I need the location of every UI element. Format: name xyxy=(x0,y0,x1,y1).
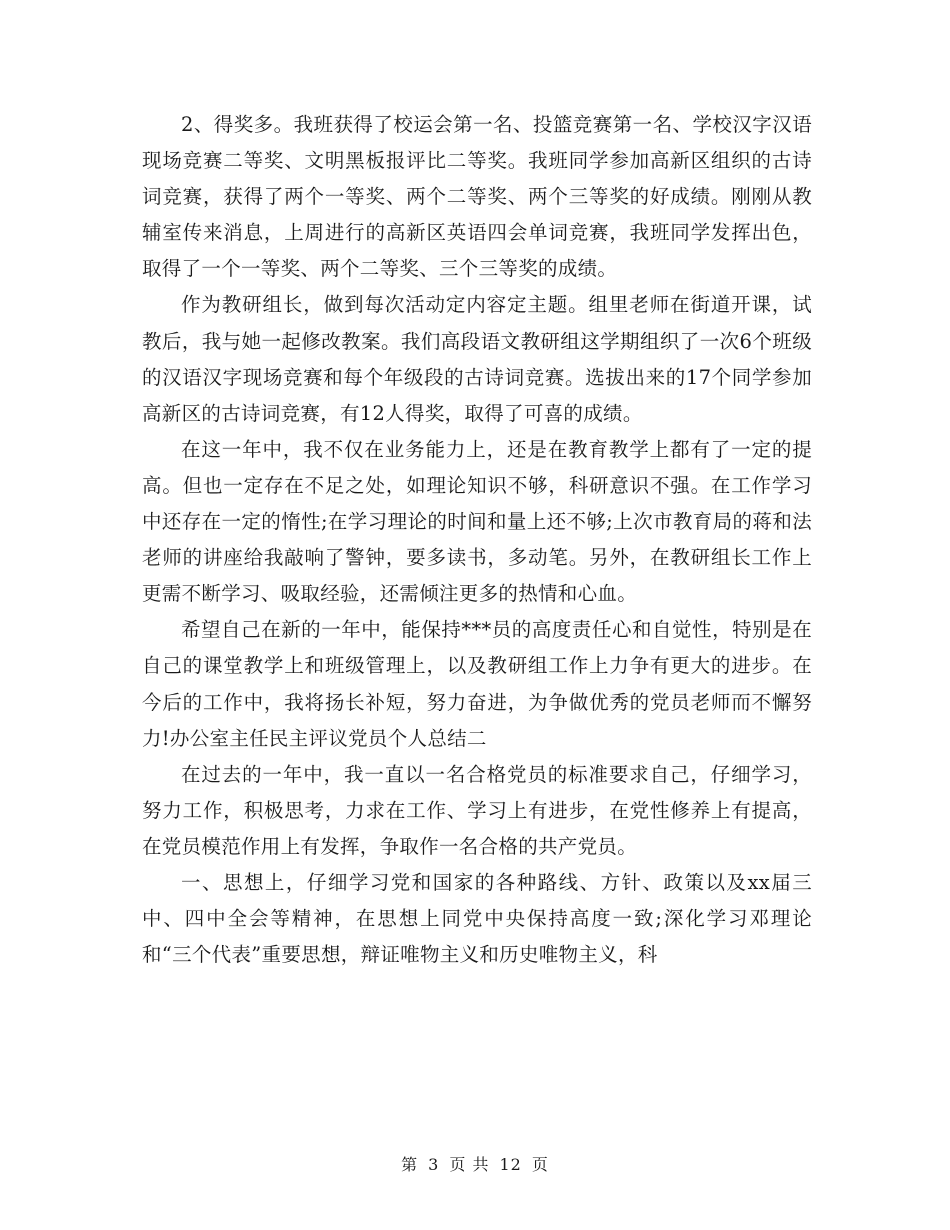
footer-suffix: 页 xyxy=(531,1155,549,1174)
footer-prefix: 第 xyxy=(401,1155,419,1174)
paragraph-hopes: 希望自己在新的一年中，能保持***员的高度责任心和自觉性，特别是在自己的课堂教学上和班级管理上，以及教研组工作上力争有更大的进步。在今后的工作中，我将扬长补短，努力奋进，为争做优秀的党员老师而不懈努力!办公室主任民主评议党员个人总结二 xyxy=(142,618,812,750)
paragraph-ideology: 一、思想上，仔细学习党和国家的各种路线、方针、政策以及xx届三中、四中全会等精神，在思想上同党中央保持高度一致;深化学习邓理论和“三个代表”重要思想，辩证唯物主义和历史唯物主义，科 xyxy=(142,870,812,967)
paragraph-awards: 2、得奖多。我班获得了校运会第一名、投篮竞赛第一名、学校汉字汉语现场竞赛二等奖、文明黑板报评比二等奖。我班同学参加高新区组织的古诗词竞赛，获得了两个一等奖、两个二等奖、两个三等奖的好成绩。刚刚从教辅室传来消息，上周进行的高新区英语四会单词竞赛，我班同学发挥出色，取得了一个一等奖、两个二等奖、三个三等奖的成绩。 xyxy=(142,113,812,281)
paragraph-research-group: 作为教研组长，做到每次活动定内容定主题。组里老师在街道开课，试教后，我与她一起修改教案。我们高段语文教研组这学期组织了一次6个班级的汉语汉字现场竞赛和每个年级段的古诗词竞赛。选拔出来的17个同学参加高新区的古诗词竞赛，有12人得奖，取得了可喜的成绩。 xyxy=(142,293,812,425)
footer-middle: 页 共 xyxy=(449,1155,490,1174)
paragraph-shortcomings: 在这一年中，我不仅在业务能力上，还是在教育教学上都有了一定的提高。但也一定存在不足之处，如理论知识不够，科研意识不强。在工作学习中还存在一定的惰性;在学习理论的时间和量上还不够;上次市教育局的蒋和法老师的讲座给我敲响了警钟，要多读书，多动笔。另外，在教研组长工作上更需不断学习、吸取经验，还需倾注更多的热情和心血。 xyxy=(142,437,812,606)
footer-current-page: 3 xyxy=(428,1155,440,1174)
paragraph-past-year: 在过去的一年中，我一直以一名合格党员的标准要求自己，仔细学习，努力工作，积极思考，力求在工作、学习上有进步，在党性修养上有提高，在党员模范作用上有发挥，争取作一名合格的共产党员。 xyxy=(142,762,812,858)
page-footer xyxy=(0,1152,950,1175)
footer-total-pages: 12 xyxy=(499,1155,522,1174)
document-body xyxy=(142,107,812,973)
